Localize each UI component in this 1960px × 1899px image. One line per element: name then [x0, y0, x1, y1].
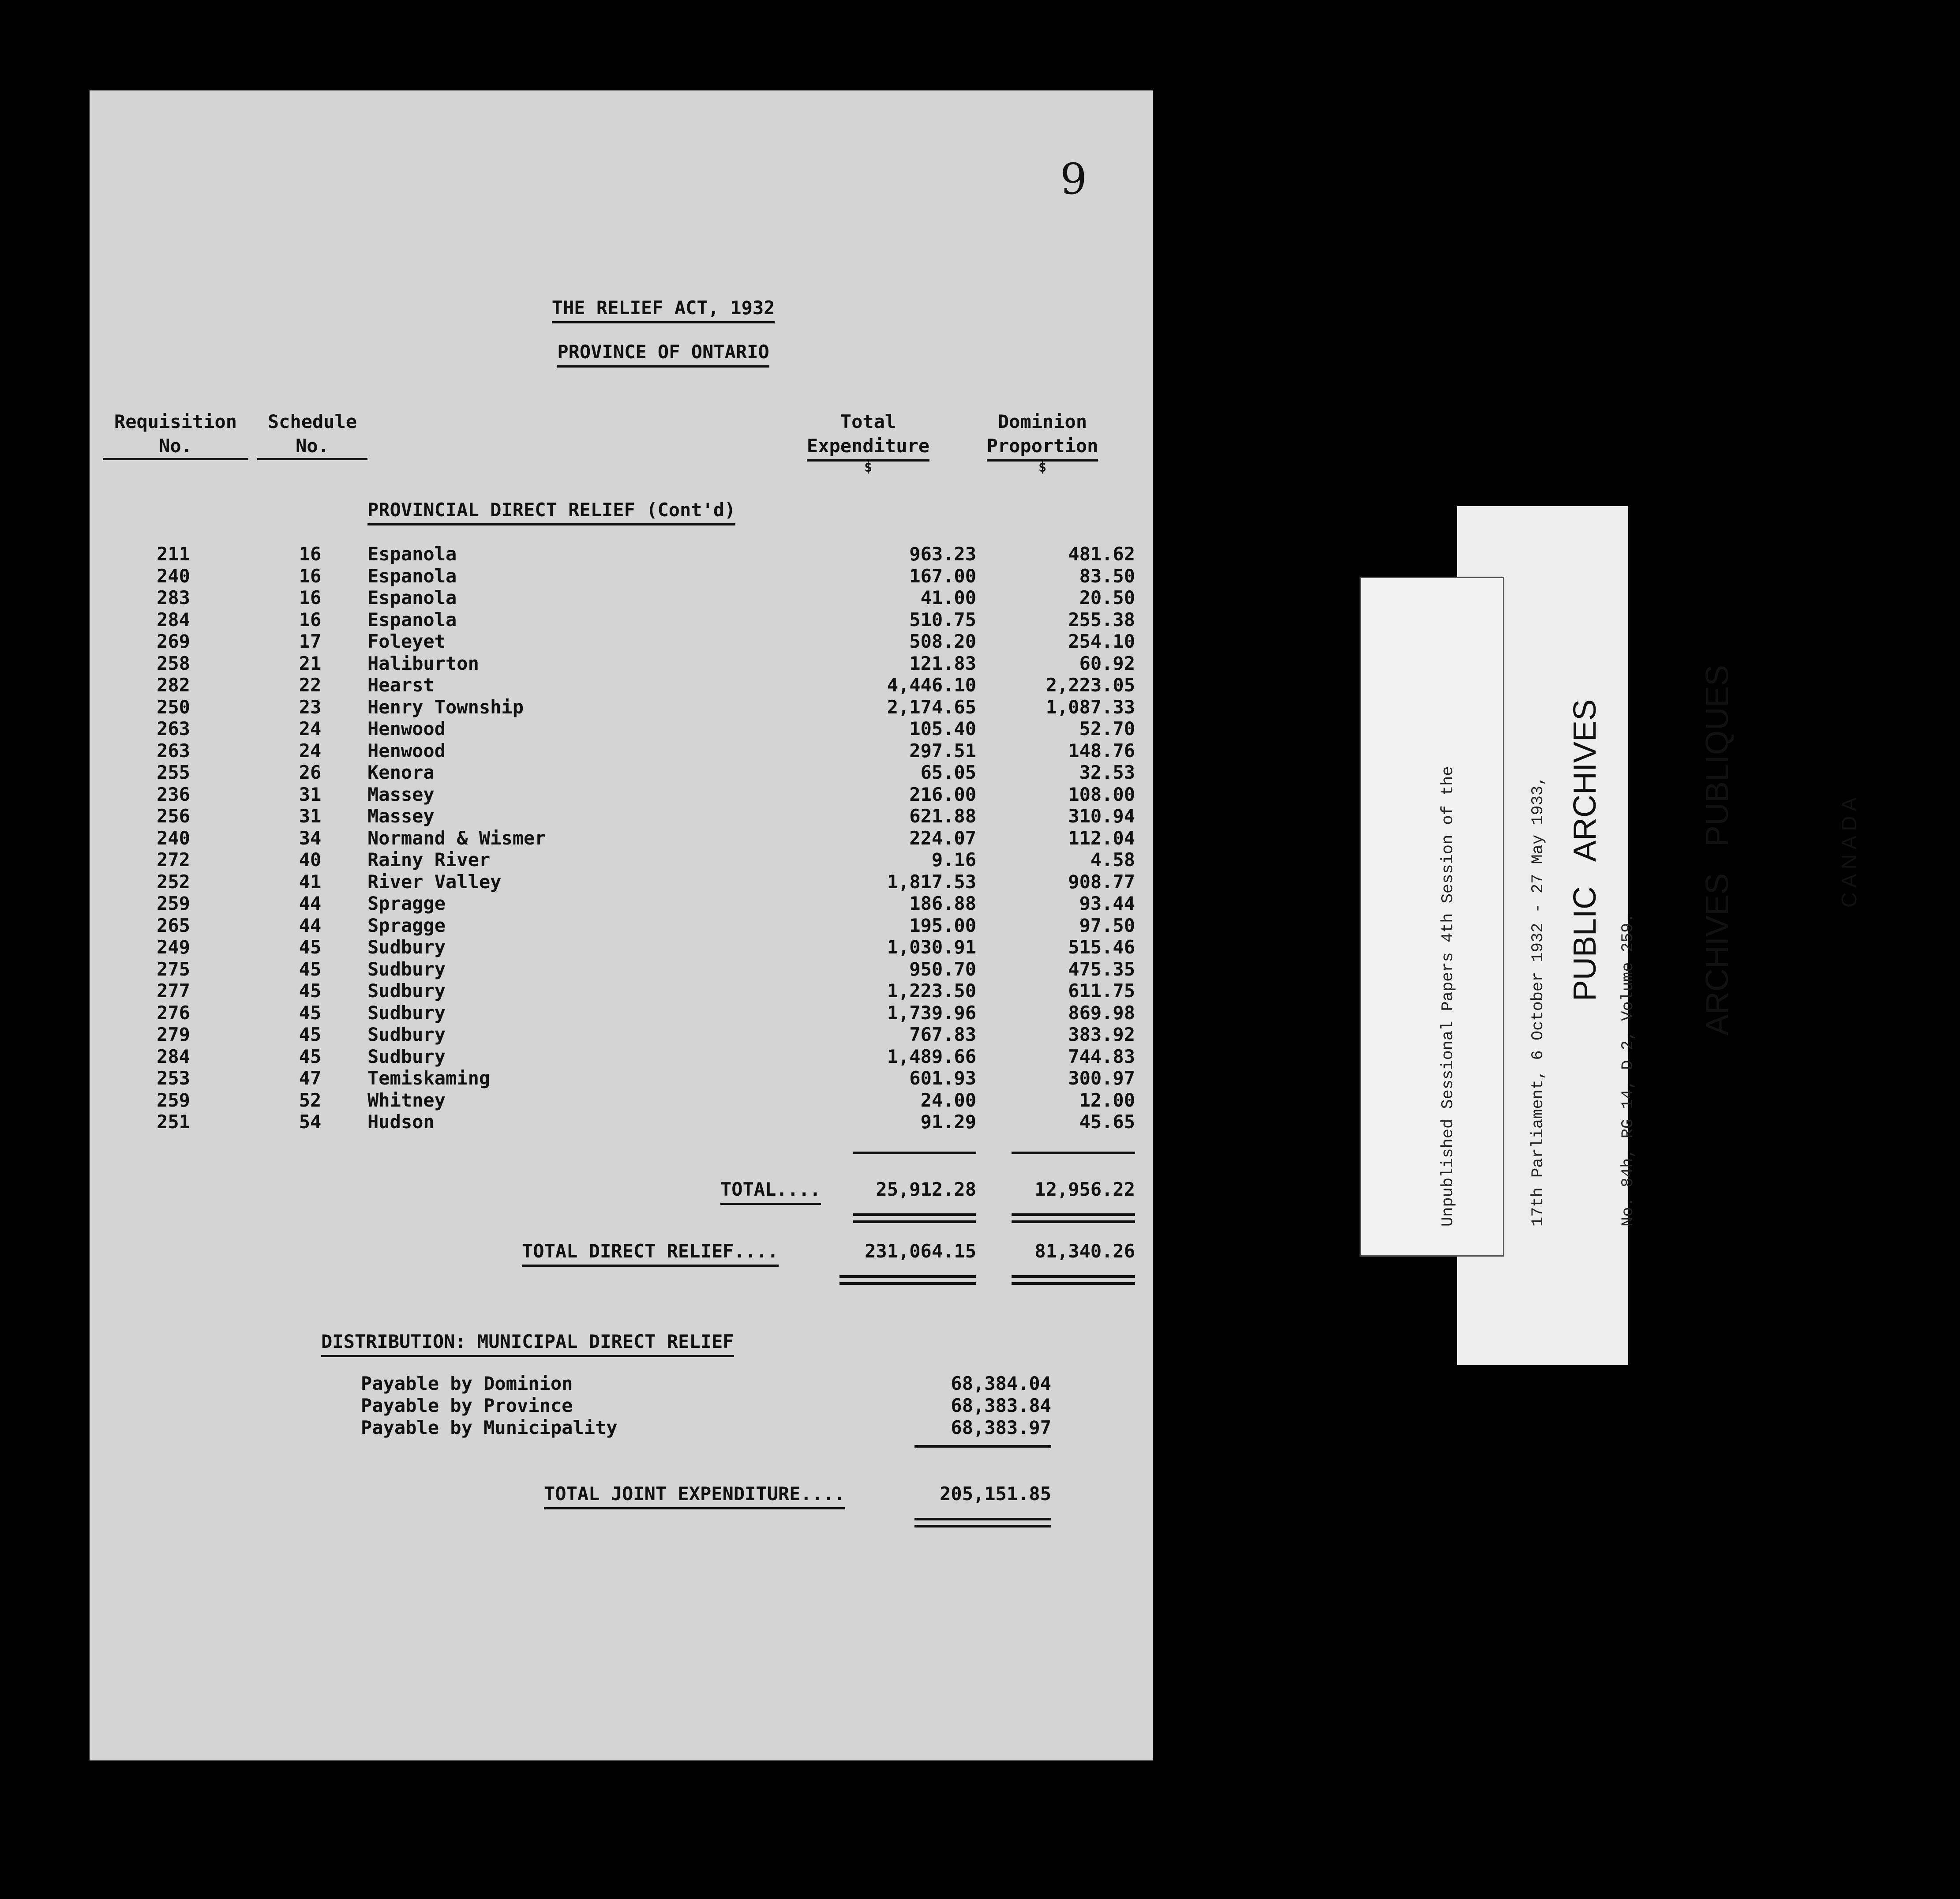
- total-expenditure: 121.83: [909, 653, 976, 674]
- distribution-label-dominion: Payable by Dominion: [361, 1373, 573, 1394]
- section-title: PROVINCIAL DIRECT RELIEF (Cont'd): [367, 501, 735, 519]
- place-name: Sudbury: [367, 980, 446, 1002]
- dominion-proportion: 60.92: [1079, 653, 1135, 674]
- place-name: Hearst: [367, 674, 435, 696]
- distribution-value-province: 68,383.84: [951, 1395, 1051, 1416]
- place-name: Kenora: [367, 762, 435, 783]
- slip-text: [1373, 596, 1703, 1227]
- place-name: Henwood: [367, 718, 446, 739]
- total-expenditure: 1,223.50: [887, 980, 976, 1002]
- dominion-proportion: 52.70: [1079, 718, 1135, 739]
- place-name: Temiskaming: [367, 1067, 491, 1089]
- document-subtitle: PROVINCE OF ONTARIO: [398, 324, 884, 380]
- stamp-line-3: CANADA: [1838, 792, 1861, 908]
- requisition-number: 275: [157, 958, 190, 980]
- requisition-number: 279: [157, 1024, 190, 1045]
- dominion-rule: [1012, 1152, 1135, 1154]
- slip-line-1: Unpublished Sessional Papers 4th Session of the: [1439, 766, 1458, 1227]
- total-rule: [853, 1152, 976, 1154]
- requisition-number: 251: [157, 1111, 190, 1133]
- place-name: Rainy River: [367, 849, 491, 871]
- schedule-number: 45: [299, 936, 322, 958]
- total-expenditure: 91.29: [920, 1111, 976, 1133]
- distribution-value-municipality: 68,383.97: [951, 1417, 1051, 1438]
- requisition-number: 249: [157, 936, 190, 958]
- header-dominion-currency: $: [1038, 460, 1047, 475]
- schedule-number: 24: [299, 718, 322, 739]
- requisition-number: 259: [157, 893, 190, 914]
- distribution-label-municipality: Payable by Municipality: [361, 1417, 618, 1438]
- dominion-proportion: 108.00: [1068, 784, 1135, 805]
- place-name: Henry Township: [367, 696, 524, 718]
- schedule-number: 45: [299, 1002, 322, 1024]
- dominion-double-rule: [1012, 1213, 1135, 1223]
- requisition-number: 256: [157, 805, 190, 827]
- schedule-number: 23: [299, 696, 322, 718]
- dominion-proportion: 744.83: [1068, 1046, 1135, 1067]
- schedule-number: 16: [299, 565, 322, 587]
- total-expenditure: 41.00: [920, 587, 976, 608]
- schedule-number: 31: [299, 784, 322, 805]
- total-direct-dominion: 81,340.26: [1034, 1240, 1135, 1262]
- place-name: Henwood: [367, 740, 446, 762]
- total-direct-expenditure: 231,064.15: [865, 1240, 976, 1262]
- schedule-number: 21: [299, 653, 322, 674]
- total-dominion-sum: 12,956.22: [1034, 1178, 1135, 1200]
- place-name: Sudbury: [367, 958, 446, 980]
- joint-expenditure-label: TOTAL JOINT EXPENDITURE....: [544, 1485, 845, 1503]
- total-expenditure: 963.23: [909, 543, 976, 565]
- place-name: Sudbury: [367, 1002, 446, 1024]
- place-name: Espanola: [367, 565, 457, 587]
- schedule-number: 40: [299, 849, 322, 871]
- dominion-proportion: 148.76: [1068, 740, 1135, 762]
- place-name: Espanola: [367, 587, 457, 608]
- total-expenditure: 1,030.91: [887, 936, 976, 958]
- requisition-number: 263: [157, 740, 190, 762]
- total-double-rule: [853, 1213, 976, 1223]
- distribution-value-dominion: 68,384.04: [951, 1373, 1051, 1394]
- dominion-proportion: 475.35: [1068, 958, 1135, 980]
- dominion-proportion: 112.04: [1068, 827, 1135, 849]
- total-expenditure: 1,817.53: [887, 871, 976, 893]
- dominion-proportion: 1,087.33: [1046, 696, 1135, 718]
- dominion-proportion: 481.62: [1068, 543, 1135, 565]
- total-expenditure: 9.16: [931, 849, 976, 871]
- dominion-proportion: 611.75: [1068, 980, 1135, 1002]
- dominion-proportion: 83.50: [1079, 565, 1135, 587]
- schedule-number: 41: [299, 871, 322, 893]
- total-expenditure: 601.93: [909, 1067, 976, 1089]
- joint-expenditure-value: 205,151.85: [940, 1483, 1051, 1505]
- total-expenditure: 224.07: [909, 827, 976, 849]
- total-expenditure: 186.88: [909, 893, 976, 914]
- place-name: Sudbury: [367, 1024, 446, 1045]
- place-name: Massey: [367, 784, 435, 805]
- joint-double-rule: [914, 1518, 1051, 1527]
- dominion-proportion: 4.58: [1090, 849, 1135, 871]
- dominion-proportion: 383.92: [1068, 1024, 1135, 1045]
- total-expenditure: 216.00: [909, 784, 976, 805]
- requisition-number: 272: [157, 849, 190, 871]
- total-direct-double-rule: [839, 1275, 976, 1285]
- place-name: Hudson: [367, 1111, 435, 1133]
- document-title: THE RELIEF ACT, 1932: [398, 280, 884, 336]
- dominion-proportion: 255.38: [1068, 609, 1135, 630]
- dominion-proportion: 12.00: [1079, 1089, 1135, 1111]
- total-expenditure: 1,489.66: [887, 1046, 976, 1067]
- stamp-line-1: PUBLIC ARCHIVES: [1567, 699, 1603, 1002]
- requisition-number: 277: [157, 980, 190, 1002]
- schedule-number: 47: [299, 1067, 322, 1089]
- requisition-number: 276: [157, 1002, 190, 1024]
- header-dominion-proportion: Proportion: [967, 437, 1117, 455]
- total-direct-label: TOTAL DIRECT RELIEF....: [522, 1242, 779, 1261]
- place-name: Spragge: [367, 893, 446, 914]
- requisition-number: 252: [157, 871, 190, 893]
- place-name: Normand & Wismer: [367, 827, 546, 849]
- schedule-number: 16: [299, 609, 322, 630]
- total-expenditure: 167.00: [909, 565, 976, 587]
- requisition-number: 284: [157, 609, 190, 630]
- dominion-proportion: 2,223.05: [1046, 674, 1135, 696]
- requisition-number: 255: [157, 762, 190, 783]
- schedule-number: 22: [299, 674, 322, 696]
- dominion-proportion: 93.44: [1079, 893, 1135, 914]
- place-name: Espanola: [367, 609, 457, 630]
- distribution-label-province: Payable by Province: [361, 1395, 573, 1416]
- place-name: Foleyet: [367, 630, 446, 652]
- header-total-expenditure: Expenditure: [793, 437, 943, 455]
- total-expenditure: 950.70: [909, 958, 976, 980]
- dominion-proportion: 869.98: [1068, 1002, 1135, 1024]
- schedule-number: 34: [299, 827, 322, 849]
- place-name: Sudbury: [367, 936, 446, 958]
- dominion-proportion: 515.46: [1068, 936, 1135, 958]
- total-expenditure: 24.00: [920, 1089, 976, 1111]
- total-label: TOTAL....: [720, 1180, 821, 1199]
- requisition-number: 284: [157, 1046, 190, 1067]
- place-name: Haliburton: [367, 653, 479, 674]
- slip-line-2: 17th Parliament, 6 October 1932 - 27 May 1933,: [1529, 776, 1548, 1227]
- dominion-proportion: 310.94: [1068, 805, 1135, 827]
- schedule-number: 45: [299, 958, 322, 980]
- requisition-number: 259: [157, 1089, 190, 1111]
- schedule-number: 45: [299, 1046, 322, 1067]
- requisition-number: 240: [157, 565, 190, 587]
- schedule-number: 26: [299, 762, 322, 783]
- dominion-proportion: 908.77: [1068, 871, 1135, 893]
- header-total: Total: [840, 411, 896, 432]
- requisition-number: 282: [157, 674, 190, 696]
- requisition-number: 211: [157, 543, 190, 565]
- total-expenditure-sum: 25,912.28: [876, 1178, 976, 1200]
- header-dominion: Dominion: [997, 411, 1087, 432]
- requisition-number: 240: [157, 827, 190, 849]
- dominion-proportion: 45.65: [1079, 1111, 1135, 1133]
- schedule-number: 44: [299, 893, 322, 914]
- total-expenditure: 510.75: [909, 609, 976, 630]
- schedule-number: 16: [299, 543, 322, 565]
- header-total-currency: $: [864, 460, 873, 475]
- page-number: 9: [1060, 154, 1087, 204]
- total-expenditure: 508.20: [909, 630, 976, 652]
- schedule-number: 44: [299, 915, 322, 936]
- total-direct-dominion-double-rule: [1012, 1275, 1135, 1285]
- requisition-number: 283: [157, 587, 190, 608]
- total-expenditure: 105.40: [909, 718, 976, 739]
- dominion-proportion: 300.97: [1068, 1067, 1135, 1089]
- schedule-number: 24: [299, 740, 322, 762]
- distribution-title: DISTRIBUTION: MUNICIPAL DIRECT RELIEF: [321, 1332, 734, 1351]
- requisition-number: 258: [157, 653, 190, 674]
- schedule-number: 16: [299, 587, 322, 608]
- header-schedule: Schedule: [267, 411, 357, 432]
- total-expenditure: 4,446.10: [887, 674, 976, 696]
- place-name: Sudbury: [367, 1046, 446, 1067]
- stamp-line-2: ARCHIVES PUBLIQUES: [1700, 664, 1735, 1036]
- header-requisition-no: No.: [101, 437, 251, 460]
- total-expenditure: 195.00: [909, 915, 976, 936]
- total-expenditure: 767.83: [909, 1024, 976, 1045]
- dominion-proportion: 32.53: [1079, 762, 1135, 783]
- place-name: Spragge: [367, 915, 446, 936]
- slip-line-3: No. 84h, RG 14, D 2, Volume 259.: [1619, 913, 1638, 1227]
- place-name: Espanola: [367, 543, 457, 565]
- requisition-number: 250: [157, 696, 190, 718]
- dominion-proportion: 20.50: [1079, 587, 1135, 608]
- requisition-number: 253: [157, 1067, 190, 1089]
- dominion-proportion: 97.50: [1079, 915, 1135, 936]
- distribution-rule: [914, 1445, 1051, 1448]
- schedule-number: 31: [299, 805, 322, 827]
- total-expenditure: 2,174.65: [887, 696, 976, 718]
- total-expenditure: 297.51: [909, 740, 976, 762]
- schedule-number: 45: [299, 980, 322, 1002]
- schedule-number: 54: [299, 1111, 322, 1133]
- place-name: River Valley: [367, 871, 502, 893]
- place-name: Whitney: [367, 1089, 446, 1111]
- place-name: Massey: [367, 805, 435, 827]
- total-expenditure: 621.88: [909, 805, 976, 827]
- schedule-number: 45: [299, 1024, 322, 1045]
- requisition-number: 269: [157, 630, 190, 652]
- document-page: [90, 90, 1153, 1760]
- schedule-number: 17: [299, 630, 322, 652]
- requisition-number: 265: [157, 915, 190, 936]
- total-expenditure: 1,739.96: [887, 1002, 976, 1024]
- requisition-number: 236: [157, 784, 190, 805]
- dominion-proportion: 254.10: [1068, 630, 1135, 652]
- header-requisition: Requisition: [114, 411, 237, 432]
- requisition-number: 263: [157, 718, 190, 739]
- schedule-number: 52: [299, 1089, 322, 1111]
- total-expenditure: 65.05: [920, 762, 976, 783]
- header-schedule-no: No.: [255, 437, 370, 460]
